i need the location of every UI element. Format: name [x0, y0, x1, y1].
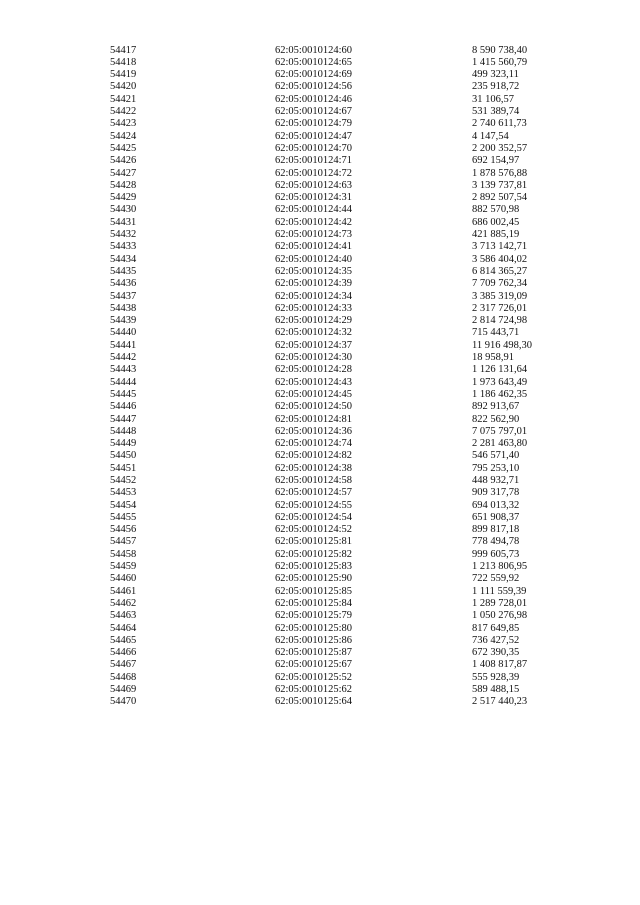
table-row: [110, 266, 580, 278]
cadastral-value-cell: 1 186 462,35: [472, 388, 528, 400]
row-number-cell: 54461: [110, 585, 137, 597]
row-number-cell: 54463: [110, 610, 137, 622]
cadastral-value-cell: 2 892 507,54: [472, 192, 528, 204]
cadastral-number-cell: 62:05:0010124:73: [275, 229, 353, 241]
table-row: [110, 475, 580, 487]
cadastral-value-cell: 6 814 365,27: [472, 265, 528, 277]
cadastral-number-cell: 62:05:0010124:36: [275, 425, 353, 437]
cadastral-value-cell: 3 139 737,81: [472, 179, 528, 191]
cadastral-number-cell: 62:05:0010124:81: [275, 413, 353, 425]
cadastral-number-cell: 62:05:0010124:38: [275, 462, 353, 474]
cadastral-number-cell: 62:05:0010124:43: [275, 376, 353, 388]
table-row: [110, 647, 580, 659]
cadastral-number-cell: 62:05:0010124:31: [275, 192, 353, 204]
row-number-cell: 54445: [110, 388, 137, 400]
table-row: [110, 364, 580, 376]
table-row: [110, 573, 580, 585]
cadastral-value-cell: 589 488,15: [472, 684, 520, 696]
row-number-cell: 54418: [110, 56, 137, 68]
cadastral-number-cell: 62:05:0010124:39: [275, 278, 353, 290]
row-number-cell: 54468: [110, 671, 137, 683]
cadastral-value-cell: 1 111 559,39: [472, 585, 527, 597]
cadastral-number-cell: 62:05:0010124:60: [275, 44, 353, 56]
cadastral-number-cell: 62:05:0010125:84: [275, 597, 353, 609]
cadastral-value-cell: 1 878 576,88: [472, 167, 528, 179]
row-number-cell: 54452: [110, 474, 137, 486]
cadastral-value-cell: 7 709 762,34: [472, 278, 528, 290]
table-row: [110, 463, 580, 475]
cadastral-value-cell: 882 570,98: [472, 204, 520, 216]
table-row: [110, 426, 580, 438]
table-row: [110, 389, 580, 401]
row-number-cell: 54459: [110, 561, 137, 573]
row-number-cell: 54457: [110, 536, 137, 548]
cadastral-value-cell: 11 916 498,30: [472, 339, 532, 351]
row-number-cell: 54464: [110, 622, 137, 634]
cadastral-number-cell: 62:05:0010124:63: [275, 179, 353, 191]
cadastral-value-cell: 546 571,40: [472, 450, 520, 462]
cadastral-value-cell: 899 817,18: [472, 524, 520, 536]
cadastral-number-cell: 62:05:0010124:28: [275, 364, 353, 376]
cadastral-value-cell: 18 958,91: [472, 352, 514, 364]
cadastral-value-cell: 2 200 352,57: [472, 142, 528, 154]
cadastral-number-cell: 62:05:0010124:45: [275, 388, 353, 400]
table-row: [110, 610, 580, 622]
table-row: [110, 327, 580, 339]
row-number-cell: 54467: [110, 659, 137, 671]
row-number-cell: 54419: [110, 69, 137, 81]
row-number-cell: 54421: [110, 93, 137, 105]
cadastral-value-cell: 531 389,74: [472, 106, 520, 118]
cadastral-value-cell: 892 913,67: [472, 401, 520, 413]
cadastral-number-cell: 62:05:0010124:82: [275, 450, 353, 462]
cadastral-value-cell: 1 213 806,95: [472, 561, 528, 573]
row-number-cell: 54420: [110, 81, 137, 93]
cadastral-number-cell: 62:05:0010124:40: [275, 253, 353, 265]
row-number-cell: 54438: [110, 302, 137, 314]
table-row: [110, 500, 580, 512]
cadastral-number-cell: 62:05:0010125:67: [275, 659, 353, 671]
cadastral-value-table: [110, 45, 580, 709]
cadastral-number-cell: 62:05:0010125:86: [275, 634, 353, 646]
cadastral-value-cell: 3 385 319,09: [472, 290, 528, 302]
cadastral-value-cell: 3 713 142,71: [472, 241, 528, 253]
cadastral-value-cell: 8 590 738,40: [472, 44, 528, 56]
cadastral-number-cell: 62:05:0010124:54: [275, 511, 353, 523]
cadastral-value-cell: 555 928,39: [472, 671, 520, 683]
cadastral-value-cell: 672 390,35: [472, 647, 520, 659]
row-number-cell: 54453: [110, 487, 137, 499]
cadastral-number-cell: 62:05:0010125:83: [275, 561, 353, 573]
row-number-cell: 54448: [110, 425, 137, 437]
table-row: [110, 241, 580, 253]
cadastral-number-cell: 62:05:0010124:33: [275, 302, 353, 314]
row-number-cell: 54444: [110, 376, 137, 388]
table-row: [110, 45, 580, 57]
cadastral-value-cell: 2 740 611,73: [472, 118, 527, 130]
cadastral-value-cell: 235 918,72: [472, 81, 520, 93]
cadastral-value-cell: 2 281 463,80: [472, 438, 528, 450]
table-row: [110, 254, 580, 266]
row-number-cell: 54437: [110, 290, 137, 302]
cadastral-number-cell: 62:05:0010124:71: [275, 155, 353, 167]
table-row: [110, 217, 580, 229]
cadastral-value-cell: 31 106,57: [472, 93, 514, 105]
table-row: [110, 131, 580, 143]
table-row: [110, 377, 580, 389]
cadastral-value-cell: 2 517 440,23: [472, 696, 528, 708]
cadastral-value-cell: 651 908,37: [472, 511, 520, 523]
row-number-cell: 54432: [110, 229, 137, 241]
cadastral-number-cell: 62:05:0010124:35: [275, 265, 353, 277]
cadastral-number-cell: 62:05:0010124:41: [275, 241, 353, 253]
table-row: [110, 487, 580, 499]
row-number-cell: 54431: [110, 216, 137, 228]
cadastral-number-cell: 62:05:0010124:57: [275, 487, 353, 499]
cadastral-value-cell: 1 289 728,01: [472, 597, 528, 609]
cadastral-number-cell: 62:05:0010125:81: [275, 536, 353, 548]
table-row: [110, 623, 580, 635]
cadastral-number-cell: 62:05:0010124:30: [275, 352, 353, 364]
row-number-cell: 54429: [110, 192, 137, 204]
table-body: [110, 45, 580, 709]
table-row: [110, 536, 580, 548]
row-number-cell: 54451: [110, 462, 137, 474]
table-row: [110, 192, 580, 204]
cadastral-number-cell: 62:05:0010124:55: [275, 499, 353, 511]
cadastral-value-cell: 1 415 560,79: [472, 56, 528, 68]
cadastral-number-cell: 62:05:0010124:79: [275, 118, 353, 130]
row-number-cell: 54424: [110, 130, 137, 142]
row-number-cell: 54426: [110, 155, 137, 167]
row-number-cell: 54449: [110, 438, 137, 450]
table-row: [110, 143, 580, 155]
cadastral-value-cell: 736 427,52: [472, 634, 520, 646]
table-row: [110, 684, 580, 696]
table-row: [110, 635, 580, 647]
cadastral-number-cell: 62:05:0010125:80: [275, 622, 353, 634]
cadastral-number-cell: 62:05:0010124:50: [275, 401, 353, 413]
cadastral-number-cell: 62:05:0010124:37: [275, 339, 353, 351]
cadastral-value-cell: 1 973 643,49: [472, 376, 528, 388]
table-row: [110, 340, 580, 352]
row-number-cell: 54460: [110, 573, 137, 585]
row-number-cell: 54450: [110, 450, 137, 462]
table-row: [110, 696, 580, 708]
table-row: [110, 414, 580, 426]
cadastral-number-cell: 62:05:0010125:90: [275, 573, 353, 585]
cadastral-value-cell: 692 154,97: [472, 155, 520, 167]
row-number-cell: 54470: [110, 696, 137, 708]
table-row: [110, 303, 580, 315]
cadastral-value-cell: 715 443,71: [472, 327, 520, 339]
table-row: [110, 69, 580, 81]
cadastral-number-cell: 62:05:0010125:87: [275, 647, 353, 659]
cadastral-value-cell: 822 562,90: [472, 413, 520, 425]
row-number-cell: 54456: [110, 524, 137, 536]
table-row: [110, 352, 580, 364]
row-number-cell: 54434: [110, 253, 137, 265]
table-row: [110, 512, 580, 524]
cadastral-number-cell: 62:05:0010124:46: [275, 93, 353, 105]
row-number-cell: 54417: [110, 44, 137, 56]
table-row: [110, 106, 580, 118]
cadastral-number-cell: 62:05:0010124:72: [275, 167, 353, 179]
cadastral-value-cell: 778 494,78: [472, 536, 520, 548]
cadastral-number-cell: 62:05:0010124:58: [275, 474, 353, 486]
row-number-cell: 54427: [110, 167, 137, 179]
table-row: [110, 315, 580, 327]
cadastral-number-cell: 62:05:0010124:69: [275, 69, 353, 81]
table-row: [110, 204, 580, 216]
row-number-cell: 54443: [110, 364, 137, 376]
row-number-cell: 54462: [110, 597, 137, 609]
table-row: [110, 450, 580, 462]
table-row: [110, 81, 580, 93]
cadastral-value-cell: 499 323,11: [472, 69, 519, 81]
cadastral-number-cell: 62:05:0010125:64: [275, 696, 353, 708]
cadastral-value-cell: 1 126 131,64: [472, 364, 528, 376]
cadastral-value-cell: 2 317 726,01: [472, 302, 528, 314]
cadastral-number-cell: 62:05:0010124:70: [275, 142, 353, 154]
cadastral-value-cell: 722 559,92: [472, 573, 520, 585]
table-row: [110, 180, 580, 192]
table-row: [110, 57, 580, 69]
table-row: [110, 229, 580, 241]
cadastral-number-cell: 62:05:0010125:79: [275, 610, 353, 622]
cadastral-value-cell: 2 814 724,98: [472, 315, 528, 327]
cadastral-number-cell: 62:05:0010124:65: [275, 56, 353, 68]
table-row: [110, 549, 580, 561]
row-number-cell: 54441: [110, 339, 137, 351]
cadastral-value-cell: 909 317,78: [472, 487, 520, 499]
table-row: [110, 118, 580, 130]
cadastral-value-cell: 817 649,85: [472, 622, 520, 634]
cadastral-value-cell: 999 605,73: [472, 548, 520, 560]
table-row: [110, 94, 580, 106]
table-row: [110, 155, 580, 167]
table-row: [110, 438, 580, 450]
cadastral-number-cell: 62:05:0010125:62: [275, 684, 353, 696]
cadastral-number-cell: 62:05:0010124:29: [275, 315, 353, 327]
cadastral-value-cell: 1 408 817,87: [472, 659, 528, 671]
cadastral-number-cell: 62:05:0010124:74: [275, 438, 353, 450]
table-row: [110, 586, 580, 598]
cadastral-number-cell: 62:05:0010124:34: [275, 290, 353, 302]
row-number-cell: 54446: [110, 401, 137, 413]
table-row: [110, 278, 580, 290]
cadastral-number-cell: 62:05:0010124:47: [275, 130, 353, 142]
table-row: [110, 401, 580, 413]
cadastral-number-cell: 62:05:0010124:56: [275, 81, 353, 93]
table-row: [110, 598, 580, 610]
cadastral-number-cell: 62:05:0010124:42: [275, 216, 353, 228]
row-number-cell: 54469: [110, 684, 137, 696]
row-number-cell: 54440: [110, 327, 137, 339]
table-row: [110, 672, 580, 684]
row-number-cell: 54422: [110, 106, 137, 118]
cadastral-number-cell: 62:05:0010125:82: [275, 548, 353, 560]
row-number-cell: 54465: [110, 634, 137, 646]
row-number-cell: 54466: [110, 647, 137, 659]
table-row: [110, 659, 580, 671]
cadastral-value-cell: 686 002,45: [472, 216, 520, 228]
cadastral-number-cell: 62:05:0010124:44: [275, 204, 353, 216]
row-number-cell: 54423: [110, 118, 137, 130]
cadastral-value-cell: 3 586 404,02: [472, 253, 528, 265]
row-number-cell: 54430: [110, 204, 137, 216]
row-number-cell: 54447: [110, 413, 137, 425]
cadastral-value-cell: 4 147,54: [472, 130, 509, 142]
cadastral-value-cell: 1 050 276,98: [472, 610, 528, 622]
cadastral-number-cell: 62:05:0010124:67: [275, 106, 353, 118]
row-number-cell: 54433: [110, 241, 137, 253]
row-number-cell: 54442: [110, 352, 137, 364]
row-number-cell: 54436: [110, 278, 137, 290]
row-number-cell: 54435: [110, 265, 137, 277]
row-number-cell: 54454: [110, 499, 137, 511]
table-row: [110, 168, 580, 180]
table-row: [110, 561, 580, 573]
cadastral-value-cell: 7 075 797,01: [472, 425, 528, 437]
row-number-cell: 54455: [110, 511, 137, 523]
table-row: [110, 291, 580, 303]
cadastral-number-cell: 62:05:0010125:85: [275, 585, 353, 597]
cadastral-number-cell: 62:05:0010124:52: [275, 524, 353, 536]
row-number-cell: 54425: [110, 142, 137, 154]
cadastral-number-cell: 62:05:0010124:32: [275, 327, 353, 339]
cadastral-value-cell: 694 013,32: [472, 499, 520, 511]
cadastral-value-cell: 421 885,19: [472, 229, 520, 241]
cadastral-value-cell: 448 932,71: [472, 474, 520, 486]
table-row: [110, 524, 580, 536]
cadastral-value-cell: 795 253,10: [472, 462, 520, 474]
row-number-cell: 54458: [110, 548, 137, 560]
row-number-cell: 54439: [110, 315, 137, 327]
row-number-cell: 54428: [110, 179, 137, 191]
cadastral-number-cell: 62:05:0010125:52: [275, 671, 353, 683]
